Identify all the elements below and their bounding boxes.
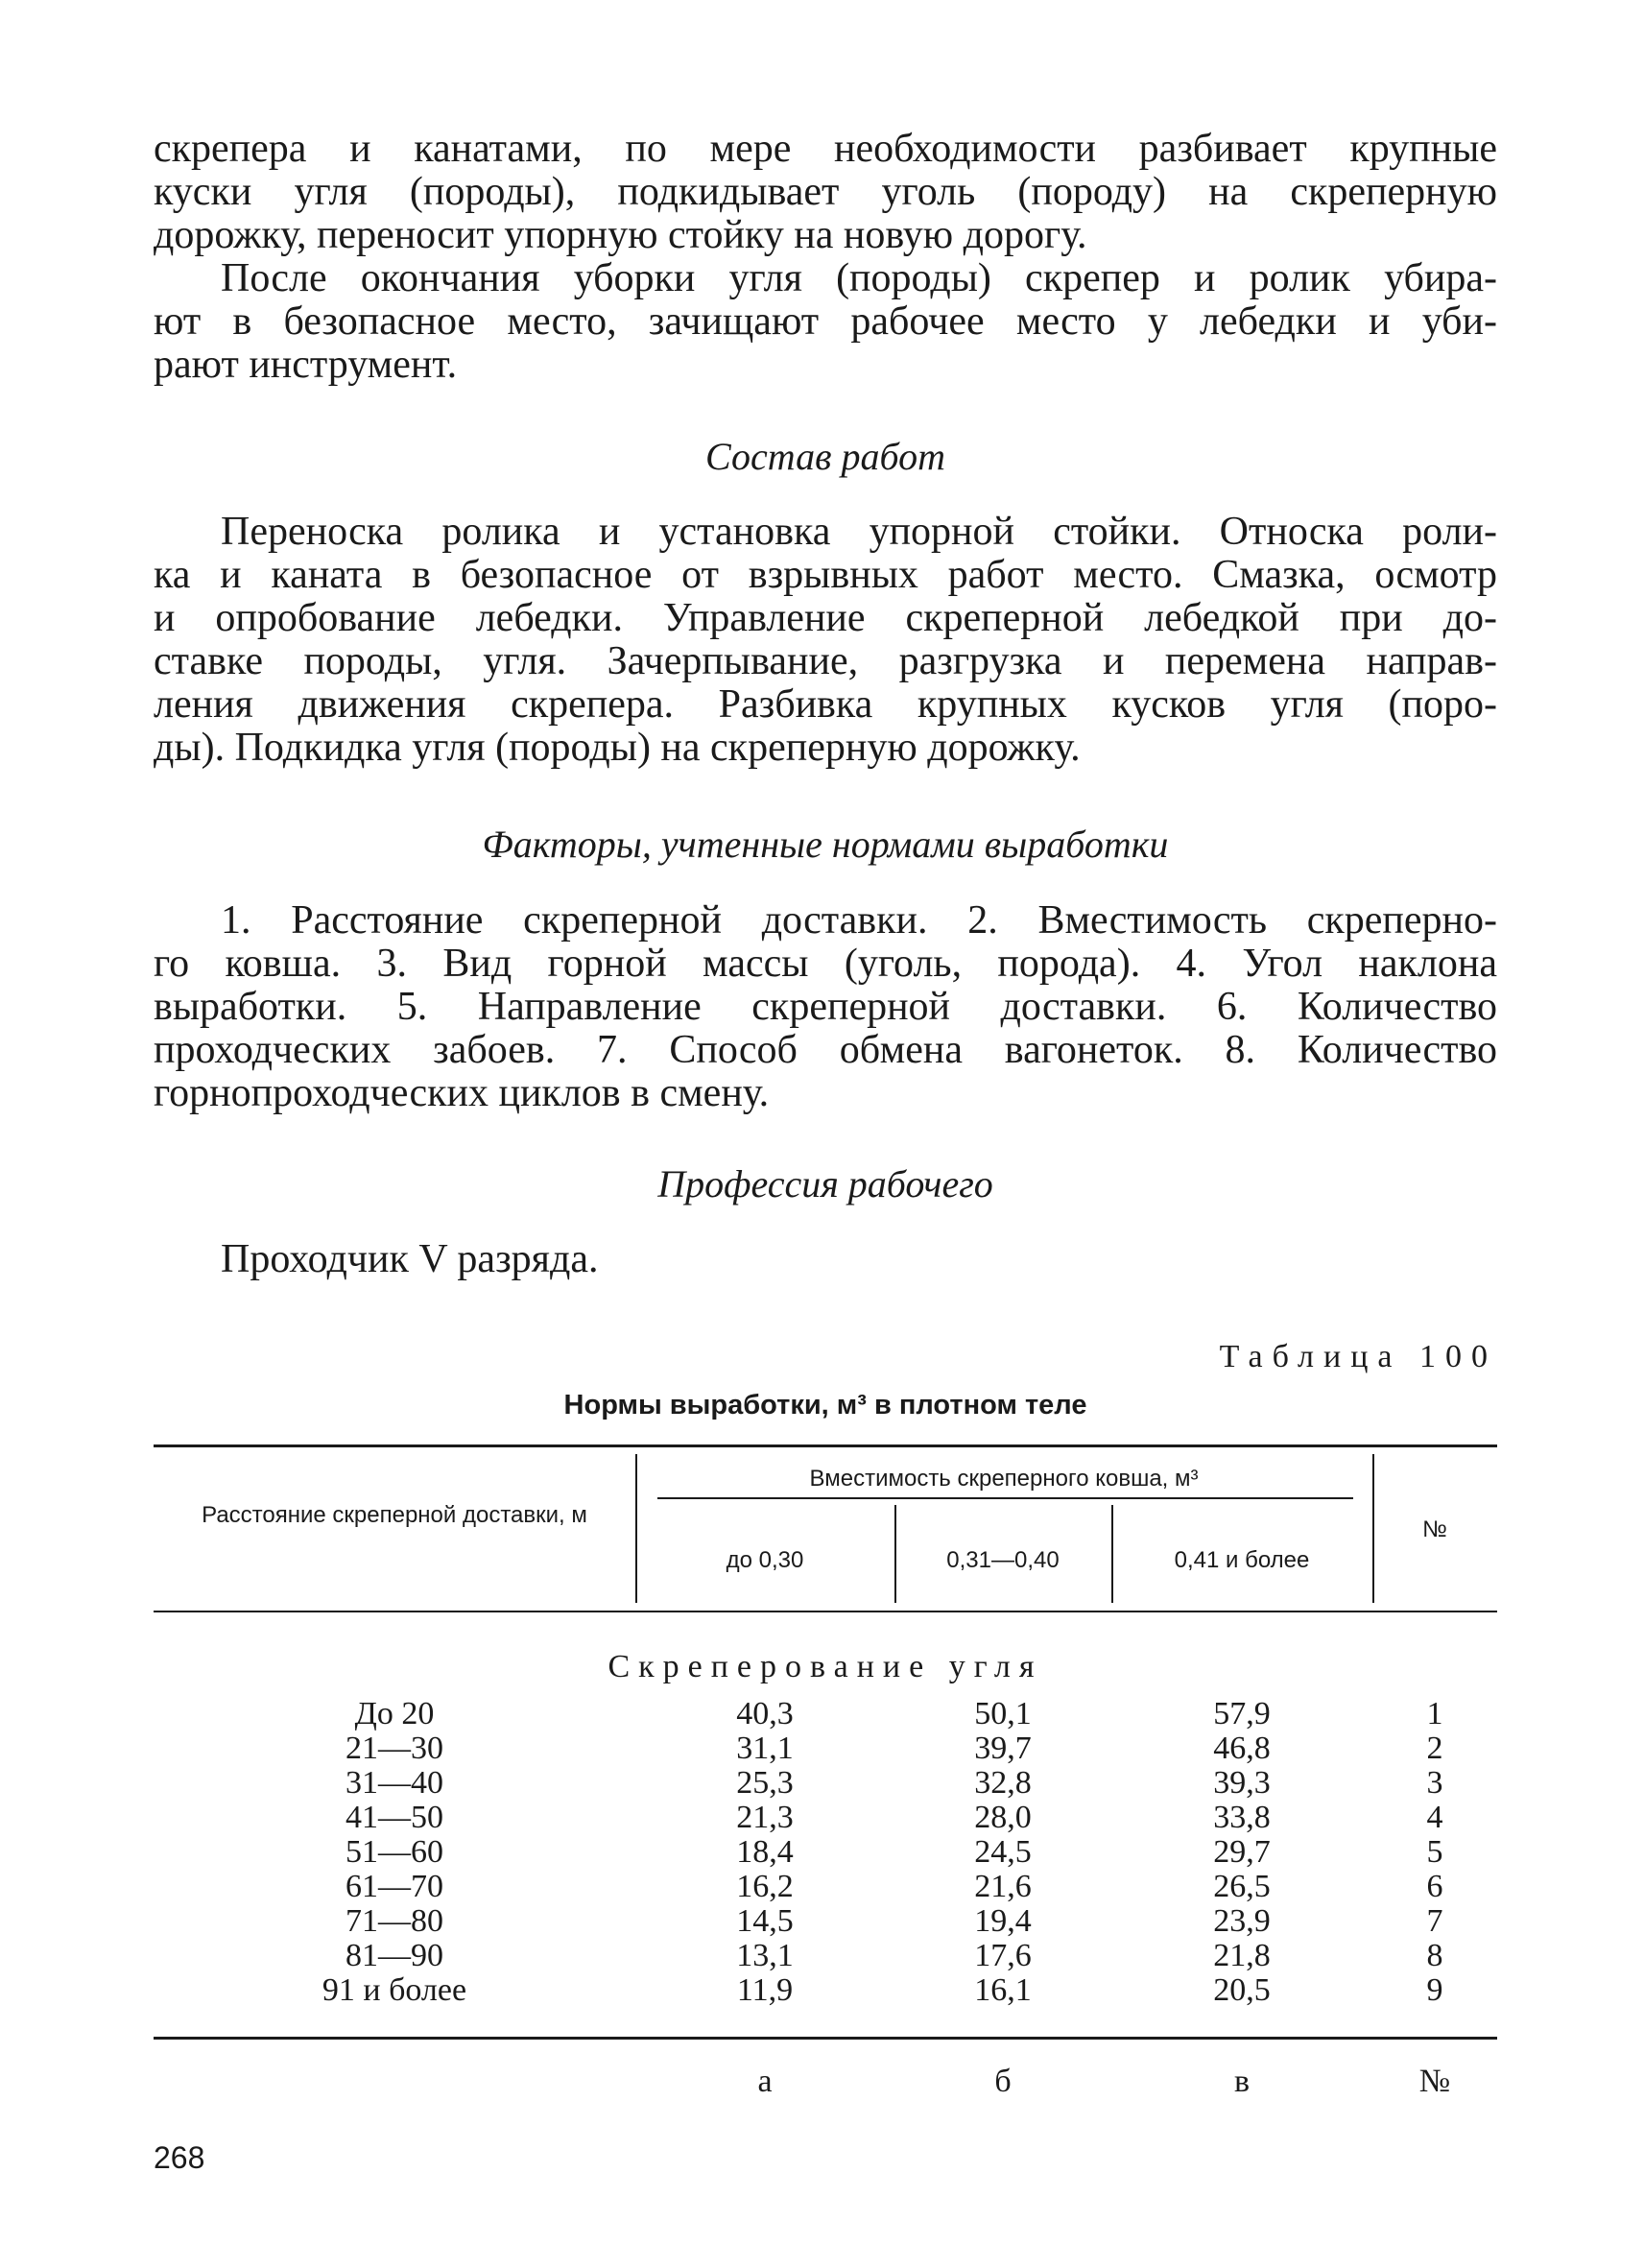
table-cell-num: 9 <box>1426 1972 1443 2008</box>
table-cell-distance: 51—60 <box>345 1834 443 1870</box>
footer-label-b: б <box>994 2064 1012 2099</box>
table-row <box>154 1870 1497 1904</box>
table-cell-c: 57,9 <box>1213 1696 1271 1731</box>
table-row <box>154 1697 1497 1731</box>
text-line: ют в безопасное место, зачищают рабочее место у лебедки и уби- <box>154 299 1497 344</box>
table-cell-distance: До 20 <box>354 1696 435 1731</box>
table-cell-c: 26,5 <box>1213 1869 1271 1904</box>
footer-label-c: в <box>1233 2064 1251 2099</box>
page-number: 268 <box>154 2140 205 2175</box>
table-cell-b: 28,0 <box>974 1800 1032 1835</box>
table-cell-c: 39,3 <box>1213 1765 1271 1801</box>
table-cell-c: 29,7 <box>1213 1834 1271 1870</box>
text-line: рают инструмент. <box>154 343 458 387</box>
table-row <box>154 1731 1497 1766</box>
table-cell-b: 39,7 <box>974 1731 1032 1766</box>
table-subheader-rule <box>657 1497 1353 1499</box>
table-cell-distance: 71—80 <box>345 1903 443 1939</box>
table-cell-c: 33,8 <box>1213 1800 1271 1835</box>
table-cell-num: 1 <box>1426 1696 1443 1731</box>
heading-profession: Профессия рабочего <box>657 1162 993 1206</box>
table-cell-c: 21,8 <box>1213 1938 1271 1973</box>
text-line: горнопроходческих циклов в смену. <box>154 1071 770 1115</box>
column-header-num: № <box>1422 1516 1447 1542</box>
table-row <box>154 1766 1497 1801</box>
text-line: Переноска ролика и установка упорной стойки. Относка роли- <box>221 510 1497 554</box>
table-title: Нормы выработки, м³ в плотном теле <box>563 1390 1087 1420</box>
table-cell-b: 21,6 <box>974 1869 1032 1904</box>
table-cell-b: 50,1 <box>974 1696 1032 1731</box>
table-section-title: Скреперование угля <box>608 1649 1043 1684</box>
text-line: ления движения скрепера. Разбивка крупных кусков угля (поро- <box>154 682 1497 727</box>
table-cell-c: 23,9 <box>1213 1903 1271 1939</box>
heading-work-composition: Состав работ <box>705 435 945 478</box>
text-line: 1. Расстояние скреперной доставки. 2. Вместимость скреперно- <box>221 898 1497 943</box>
table-cell-b: 17,6 <box>974 1938 1032 1973</box>
table-cell-distance: 31—40 <box>345 1765 443 1801</box>
table-cell-b: 24,5 <box>974 1834 1032 1870</box>
text-line: го ковша. 3. Вид горной массы (уголь, порода). 4. Угол наклона <box>154 942 1497 986</box>
table-row <box>154 1973 1497 2008</box>
table-cell-num: 7 <box>1426 1903 1443 1939</box>
table-cell-a: 13,1 <box>736 1938 794 1973</box>
table-cell-c: 46,8 <box>1213 1731 1271 1766</box>
table-cell-a: 25,3 <box>736 1765 794 1801</box>
table-cell-num: 2 <box>1426 1731 1443 1766</box>
text-line: скрепера и канатами, по мере необходимости разбивает крупные <box>154 127 1497 171</box>
text-line: Проходчик V разряда. <box>221 1237 599 1281</box>
text-line: ка и каната в безопасное от взрывных работ место. Смазка, осмотр <box>154 553 1497 597</box>
table-cell-num: 3 <box>1426 1765 1443 1801</box>
paragraph-profession <box>154 1238 1497 1281</box>
table-cell-c: 20,5 <box>1213 1972 1271 2008</box>
table-cell-b: 16,1 <box>974 1972 1032 2008</box>
table-row <box>154 1801 1497 1835</box>
table-cell-a: 31,1 <box>736 1731 794 1766</box>
paragraph-3 <box>154 511 1497 770</box>
paragraph-1 <box>154 128 1497 257</box>
table-cell-num: 8 <box>1426 1938 1443 1973</box>
table-cell-distance: 41—50 <box>345 1800 443 1835</box>
table-cell-num: 4 <box>1426 1800 1443 1835</box>
table-cell-distance: 21—30 <box>345 1731 443 1766</box>
table-cell-a: 14,5 <box>736 1903 794 1939</box>
column-header-distance: Расстояние скреперной доставки, м <box>202 1502 587 1528</box>
heading-factors: Факторы, учтенные нормами выработки <box>482 823 1169 866</box>
table-row <box>154 1904 1497 1939</box>
paragraph-2 <box>154 257 1497 387</box>
text-line: и опробование лебедки. Управление скреперной лебедкой при до- <box>154 596 1497 640</box>
column-header-a: до 0,30 <box>726 1547 804 1573</box>
table-cell-distance: 91 и более <box>322 1972 467 2008</box>
column-header-b: 0,31—0,40 <box>946 1547 1060 1573</box>
table-cell-a: 40,3 <box>736 1696 794 1731</box>
text-line: дорожку, переносит упорную стойку на новую дорогу. <box>154 213 1087 257</box>
table-header-rule <box>154 1611 1497 1612</box>
table-cell-num: 6 <box>1426 1869 1443 1904</box>
text-line: куски угля (породы), подкидывает уголь (породу) на скреперную <box>154 170 1497 214</box>
text-line: проходческих забоев. 7. Способ обмена вагонеток. 8. Количество <box>154 1028 1497 1072</box>
text-line: ставке породы, угля. Зачерпывание, разгрузка и перемена направ- <box>154 639 1497 683</box>
text-line: После окончания уборки угля (породы) скрепер и ролик убира- <box>221 256 1497 300</box>
table-top-rule <box>154 1444 1497 1447</box>
table-cell-num: 5 <box>1426 1834 1443 1870</box>
table-row <box>154 1939 1497 1973</box>
table-cell-a: 21,3 <box>736 1800 794 1835</box>
column-header-capacity: Вместимость скреперного ковша, м³ <box>809 1466 1199 1492</box>
paragraph-4 <box>154 899 1497 1115</box>
text-line: выработки. 5. Направление скреперной доставки. 6. Количество <box>154 985 1497 1029</box>
footer-label-a: а <box>757 2064 773 2099</box>
table-label: Таблица 100 <box>1219 1339 1497 1374</box>
footer-label-num: № <box>1418 2064 1451 2099</box>
table-cell-b: 32,8 <box>974 1765 1032 1801</box>
table-cell-a: 11,9 <box>736 1972 794 2008</box>
text-line: ды). Подкидка угля (породы) на скреперную дорожку. <box>154 726 1081 770</box>
table-bottom-rule <box>154 2037 1497 2040</box>
table-row <box>154 1835 1497 1870</box>
table-cell-a: 18,4 <box>736 1834 794 1870</box>
table-cell-distance: 81—90 <box>345 1938 443 1973</box>
table-cell-a: 16,2 <box>736 1869 794 1904</box>
column-header-c: 0,41 и более <box>1174 1547 1310 1573</box>
table-cell-b: 19,4 <box>974 1903 1032 1939</box>
table-cell-distance: 61—70 <box>345 1869 443 1904</box>
